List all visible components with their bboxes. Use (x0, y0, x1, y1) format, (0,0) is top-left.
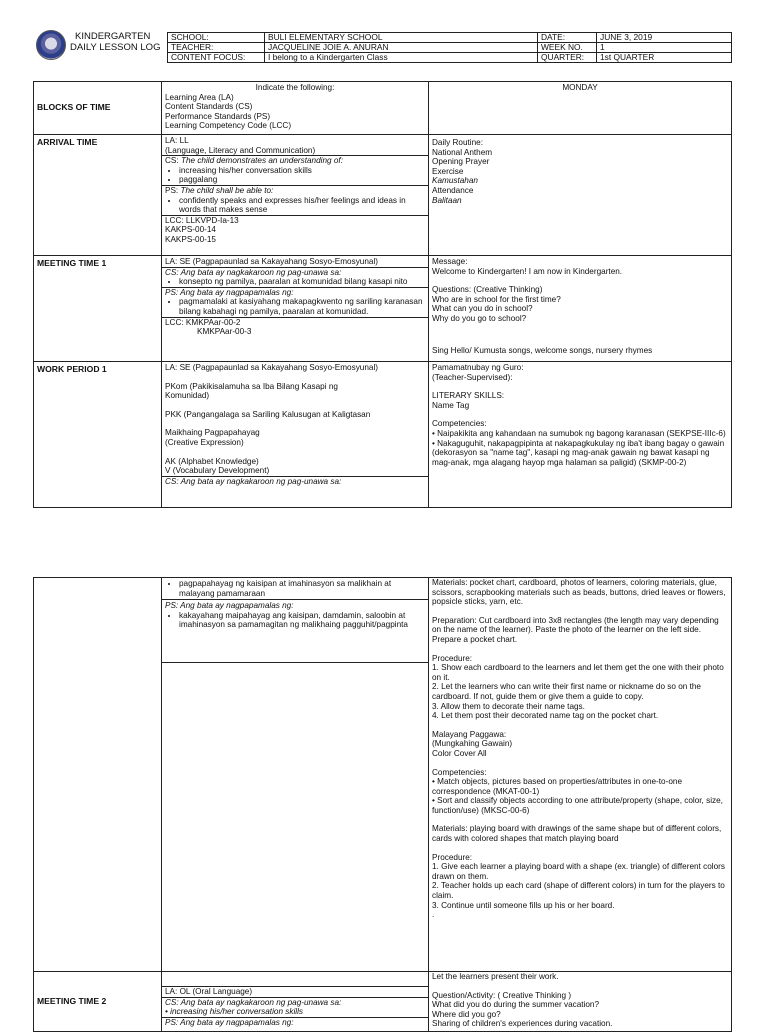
malayang-paggawa-3: Color Cover All (432, 748, 487, 758)
arrival-lcc (162, 215, 428, 245)
quarter-value: 1st QUARTER (597, 53, 732, 63)
work1-r7: • Nakaguguhit, nakapagpipinta at nakapagkukulay ng iba't ibang bagay o gawain (dekorasyon sa "name tag", kasapi ng mag-anak gawain ng bawat kasapi ng mag-anak, mga alagang hayop mga halaman sa paligid) (SKMP-00-2) (432, 438, 725, 467)
meeting1-ps-bullet-1: • pagmamalaki at kasiyahang makapagkwento ng sariling karanasan bilang kabahagi ng pamilya, paaralan at komunidad. (179, 297, 425, 316)
page2-ps-text: PS: Ang bata ay nagpapamalas ng: (165, 601, 294, 611)
preparation: Preparation: Cut cardboard into 3x8 rectangles (the length may vary depending on the name of the learner). Paste the photo of the learner on the left side. Prepare a pocket chart. (432, 615, 719, 644)
meeting1-la: LA: SE (Pagpapaunlad sa Kakayahang Sosyo-Emosyunal) (165, 257, 379, 266)
questions-label: Questions: (Creative Thinking) (432, 285, 543, 295)
trailing-dot: . (432, 910, 435, 920)
page2-left-cell (162, 578, 429, 972)
work1-r1: Pamamatnubay ng Guro: (432, 363, 524, 372)
la-legend: Learning Area (LA) (165, 92, 234, 102)
work1-r4: Name Tag (432, 400, 470, 410)
arrival-cs-bullet-1: • increasing his/her conversation skills (179, 166, 425, 176)
question-2: What can you do in school? (432, 304, 533, 314)
arrival-ps-text: The child shall be able to: (180, 185, 274, 195)
arrival-ps (162, 185, 428, 215)
meeting2-r3: What did you do during the summer vacation? (432, 1000, 600, 1010)
malayang-paggawa-2: (Mungkahing Gawain) (432, 739, 513, 749)
work1-r3: LITERARY SKILLS: (432, 391, 505, 401)
procedure-2-step-3: 3. Continue until someone fills up his or her board. (432, 900, 615, 910)
page2-blank-block-cell (34, 578, 162, 972)
meeting2-r5: Sharing of children's experiences during vacation. (432, 1019, 613, 1029)
arrival-monday-cell (429, 135, 732, 256)
message-label: Message: (432, 257, 468, 266)
routine-item: Kamustahan (432, 176, 478, 186)
arrival-lcc-3: KAKPS-00-15 (165, 234, 216, 244)
procedure-step-1: 1. Show each cardboard to the learners and let them get the one with their photo on it. (432, 663, 724, 682)
meeting2-la: LA: OL (Oral Language) (162, 986, 428, 997)
arrival-cs-text: The child demonstrates an understanding of: (180, 156, 343, 166)
work1-content-cell (162, 362, 429, 508)
work1-pkom-2: Komunidad) (165, 391, 210, 401)
arrival-lcc-1: LCC: LLKVPD-Ia-13 (165, 215, 239, 225)
cs-legend: Content Standards (CS) (165, 102, 253, 112)
songs-text: Sing Hello/ Kumusta songs, welcome songs, nursery rhymes (432, 345, 653, 355)
doc-title-line-1: KINDERGARTEN (75, 31, 151, 42)
meeting2-r1: Let the learners present their work. (432, 972, 559, 981)
monday-header: MONDAY (429, 82, 732, 135)
school-seal-logo (36, 30, 66, 60)
meeting1-ps-text: PS: Ang bata ay nagpapamalas ng: (165, 287, 294, 297)
lesson-table-page-1 (33, 81, 732, 508)
meeting1-lcc (162, 317, 428, 337)
meeting1-ps (162, 287, 428, 317)
procedure-2-step-2: 2. Teacher holds up each card (shape of different colors) in turn for the players to claim. (432, 881, 725, 901)
arrival-cs (162, 155, 428, 185)
routine-item: National Anthem (432, 147, 493, 157)
work1-r2: (Teacher-Supervised): (432, 372, 513, 382)
arrival-time-label: ARRIVAL TIME (34, 135, 162, 256)
arrival-ps-bullet-1: • confidently speaks and expresses his/her feelings and ideas in words that makes sense (179, 196, 425, 215)
doc-title-line-2: DAILY LESSON LOG (70, 42, 161, 53)
competency-2: • Sort and classify objects according to one attribute/property (shape, color, size, function/use) (MKSC-00-6) (432, 796, 723, 815)
arrival-ps-prefix: PS: (165, 185, 179, 195)
work1-cs-text: CS: Ang bata ay nagkakaroon ng pag-unawa sa: (162, 476, 428, 487)
work1-v: V (Vocabulary Development) (165, 466, 270, 476)
meeting2-monday-cell (429, 972, 732, 1032)
school-value: BULI ELEMENTARY SCHOOL (265, 33, 538, 43)
work1-r6: • Naipakikita ang kahandaan na sumubok ng bagong karanasan (SEKPSE-IIIc-6) (432, 428, 726, 438)
arrival-cs-bullet-2: • paggalang (179, 175, 425, 185)
teacher-value: JACQUELINE JOIE A. ANURAN (265, 43, 538, 53)
header-table (167, 32, 732, 63)
arrival-lcc-2: KAKPS-00-14 (165, 225, 216, 235)
question-3: Why do you go to school? (432, 313, 527, 323)
meeting2-cs-bullet: • increasing his/her conversation skills (165, 1007, 304, 1017)
date-label: DATE: (538, 33, 597, 43)
procedure-step-4: 4. Let them post their decorated name tag on the pocket chart. (432, 711, 659, 721)
routine-title: Daily Routine: (432, 138, 483, 147)
doc-title (70, 31, 160, 53)
meeting1-lcc-1: LCC: KMKPAar-00-2 (165, 317, 241, 327)
week-value: 1 (597, 43, 732, 53)
indicate-header-cell (162, 82, 429, 135)
question-1: Who are in school for the first time? (432, 294, 561, 304)
work1-mp-2: (Creative Expression) (165, 437, 244, 447)
quarter-label: QUARTER: (538, 53, 597, 63)
meeting1-cs-bullet-1: • konsepto ng pamilya, paaralan at komunidad bilang kasapi nito (179, 277, 425, 287)
work1-r5: Competencies: (432, 419, 487, 429)
routine-item: Exercise (432, 166, 464, 176)
content-focus-label: CONTENT FOCUS: (168, 53, 265, 63)
message-text: Welcome to Kindergarten! I am now in Kindergarten. (432, 266, 623, 276)
procedure-2-label: Procedure: (432, 852, 473, 862)
competencies-label: Competencies: (432, 767, 487, 777)
procedure-step-3: 3. Allow them to decorate their name tags. (432, 701, 585, 711)
meeting1-cs (162, 267, 428, 287)
meeting2-r2: Question/Activity: ( Creative Thinking ) (432, 990, 572, 1000)
materials-1: Materials: pocket chart, cardboard, photos of learners, coloring materials, glue, scissors, scrapbooking materials such as beads, buttons, dried leaves or flowers, popsicle sticks, yarn, etc. (432, 578, 726, 607)
competency-1: • Match objects, pictures based on properties/attributes in one-to-one correspondence (MKAT-00-1) (432, 777, 682, 796)
routine-item: Opening Prayer (432, 157, 490, 167)
procedure-label: Procedure: (432, 653, 473, 663)
blocks-of-time-label (34, 82, 162, 135)
indicate-label: Indicate the following: (255, 83, 335, 92)
work1-pkom-1: PKom (Pakikisalamuha sa Iba Bilang Kasapi ng (165, 381, 338, 391)
meeting2-cs-text: CS: Ang bata ay nagkakaroon ng pag-unawa sa: (165, 997, 342, 1007)
work1-monday-cell (429, 362, 732, 508)
meeting2-r4: Where did you go? (432, 1009, 501, 1019)
page2-cs-bullet: • pagpapahayag ng kaisipan at imahinasyon sa malikhain at malayang pamamaraan (179, 579, 425, 598)
meeting2-ps-text: PS: Ang bata ay nagpapamalas ng: (162, 1017, 428, 1028)
work1-ak: AK (Alphabet Knowledge) (165, 456, 259, 466)
materials-2: Materials: playing board with drawings of the same shape but of different colors, cards with colored shapes that match playing board (432, 824, 722, 844)
work1-la: LA: SE (Pagpapaunlad sa Kakayahang Sosyo-Emosyunal) (165, 363, 379, 372)
arrival-la-line-1: LA: LL (165, 136, 189, 145)
blocks-of-time-text: BLOCKS OF TIME (37, 102, 111, 113)
lesson-table-page-2 (33, 577, 732, 1032)
lcc-legend: Learning Competency Code (LCC) (165, 121, 292, 131)
meeting-time-1-label: MEETING TIME 1 (34, 256, 162, 362)
ps-legend: Performance Standards (PS) (165, 111, 271, 121)
procedure-step-2b: cardboard. If not, guide them or give them a guide to copy. (432, 691, 644, 701)
page2-monday-cell (429, 578, 732, 972)
content-focus-value: I belong to a Kindergarten Class (265, 53, 538, 63)
routine-item: Attendance (432, 185, 474, 195)
page2-ps-bullet: • kakayahang maipahayag ang kaisipan, damdamin, saloobin at imahinasyon sa pamamagitan ng malikhaing pagguhit/pagpinta (179, 611, 425, 630)
meeting1-content-cell (162, 256, 429, 362)
meeting1-lcc-2: KMKPAar-00-3 (197, 327, 252, 337)
arrival-la-line-2: (Language, Literacy and Communication) (165, 145, 316, 155)
meeting-time-2-label: MEETING TIME 2 (34, 972, 162, 1032)
meeting2-content-cell (162, 972, 429, 1032)
routine-item: Balitaan (432, 195, 462, 205)
work1-pkk: PKK (Pangangalaga sa Sariling Kalusugan at Kaligtasan (165, 409, 371, 419)
meeting1-cs-text: CS: Ang bata ay nagkakaroon ng pag-unawa sa: (165, 267, 342, 277)
meeting1-monday-cell (429, 256, 732, 362)
arrival-cs-prefix: CS: (165, 156, 179, 166)
school-label: SCHOOL: (168, 33, 265, 43)
arrival-content-cell (162, 135, 429, 256)
week-label: WEEK NO. (538, 43, 597, 53)
procedure-2-step-1: 1. Give each learner a playing board with a shape (ex. triangle) of different colors drawn on them. (432, 862, 725, 881)
work-period-1-label: WORK PERIOD 1 (34, 362, 162, 508)
procedure-step-2: 2. Let the learners who can write their first name or nickname do so on the (432, 682, 701, 692)
teacher-label: TEACHER: (168, 43, 265, 53)
malayang-paggawa-1: Malayang Paggawa: (432, 729, 507, 739)
work1-mp-1: Maikhaing Pagpapahayag (165, 428, 260, 438)
date-value: JUNE 3, 2019 (597, 33, 732, 43)
